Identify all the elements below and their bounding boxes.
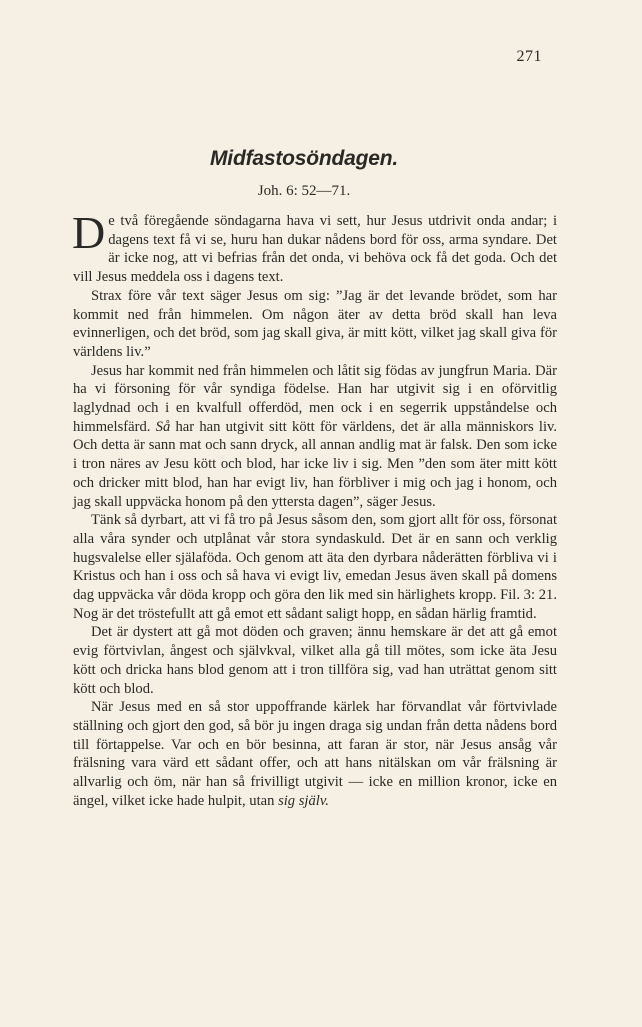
drop-cap: D: [72, 207, 106, 258]
paragraph-5: Det är dystert att gå mot döden och graven; ännu hemskare är det att gå emot evig förtvivlan, ångest och självkval, vilket alla gå till mötes, som icke äta Jesu kött och dricka hans blod genom att i tron tillföra sig, vad han uträttat genom sitt kött och blod.: [73, 624, 557, 697]
paragraph-6-italic: sig själv.: [278, 792, 329, 809]
body-text: [72, 207, 558, 811]
paragraph-4: Tänk så dyrbart, att vi få tro på Jesus såsom den, som gjort allt för oss, försonat alla våra synder och utplånat vår stora syndaskuld. Det är en sann och verklig hugsvalelse eller själaföda. Och genom att äta den dyrbara nåderätten förbliva vi i Kristus och han i oss och så hava vi evigt liv, emedan Jesus även skall på domens dag uppväcka vår döda kropp och göra den lik med sin härlighets kropp. Fil. 3: 21. Nog är det tröstefullt att gå emot ett sådant saligt hopp, en sådan härlig framtid.: [73, 512, 557, 622]
page-title: Midfastosöndagen.: [210, 147, 398, 170]
paragraph-1: [72, 207, 557, 287]
page-number: 271: [516, 48, 542, 65]
paragraph-3-part-1: Jesus har kommit ned från himmelen och låtit sig födas av jungfrun Maria. Där ha vi försoning för vår syndiga födelse. Han har utgivit sig i en oförvitlig laglydnad och i en kvalfull offerdöd, men ock i en segerrik uppståndelse och himmelsfärd.: [73, 362, 557, 435]
scripture-reference: Joh. 6: 52—71.: [257, 183, 351, 199]
paragraph-3: [73, 362, 557, 512]
paragraph-3-italic: Så: [155, 418, 171, 435]
paragraph-3-part-2: har han utgivit sitt kött för världens, det är alla människors liv. Och detta är sann mat och sann dryck, all annan andlig mat är falsk. Den som icke i tron näres av Jesu kött och blod, har icke liv i sig. Men ”den som äter mitt kött och dricker mitt blod, han har evigt liv, han förbliver i mig och jag i honom, och jag skall uppväcka honom på den yttersta dagen”, säger Jesus.: [73, 418, 558, 510]
paragraph-2: Strax före vår text säger Jesus om sig: ”Jag är det levande brödet, som har kommit ned från himmelen. Om någon äter av detta bröd skall han leva evinnerligen, och det bröd, som jag skall giva, är mitt kött, vilket jag skall giva för världens liv.”: [73, 287, 557, 360]
paragraph-1-text: e två föregående söndagarna hava vi sett, hur Jesus utdrivit onda andar; i dagens text få vi se, huru han dukar nådens bord för oss, arma syndare. Det är icke nog, att vi befrias från det onda, vi behöva ock få det goda. Och det vill Jesus meddela oss i dagens text.: [73, 213, 557, 286]
paragraph-6-part-1: När Jesus med en så stor uppoffrande kärlek har förvandlat vår förtvivlade ställning och gjort den god, så bör ju ingen draga sig undan från detta nådens bord till förtappelse. Var och en bör besinna, att faran är stor, när Jesus ansåg vår frälsning vara värd ett sådant offer, och att hans nitälskan om vår frälsning är allvarlig och öm, när han så frivilligt utgivit — icke en million kronor, icke en ängel, vilket icke hade hulpit, utan: [73, 699, 557, 809]
paragraph-6: [73, 698, 557, 810]
